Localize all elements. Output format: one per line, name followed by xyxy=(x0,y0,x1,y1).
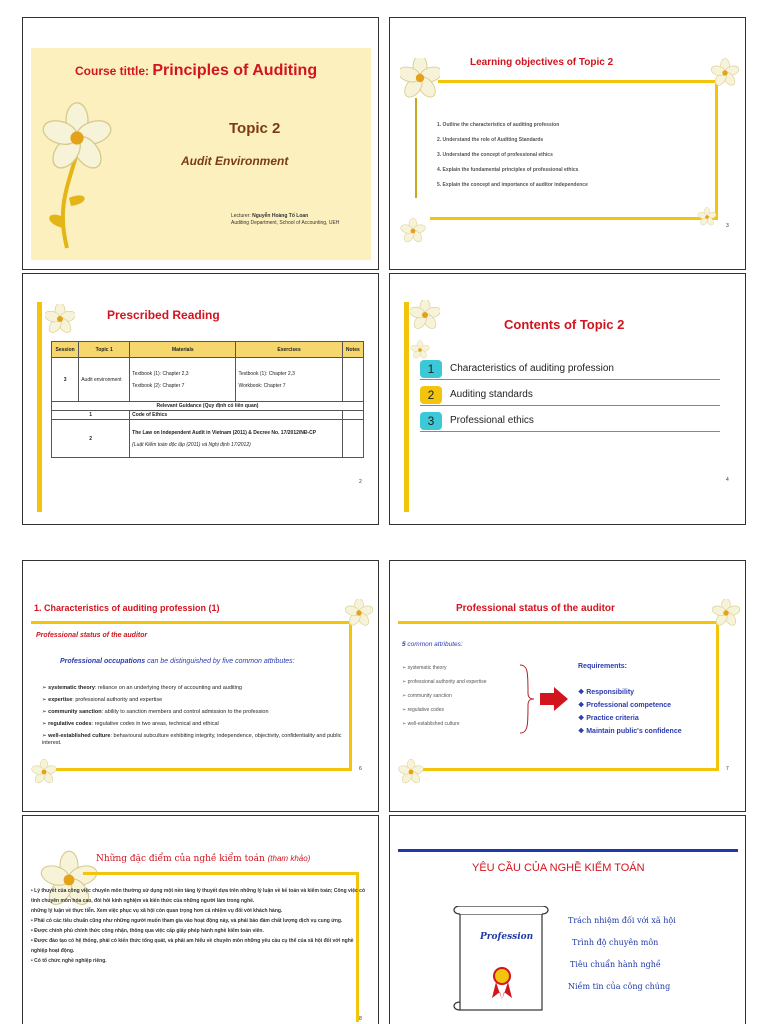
flower-icon xyxy=(410,340,430,360)
flower-icon xyxy=(712,599,740,627)
requirements-list xyxy=(568,916,676,1004)
list-item: ❖ Responsibility xyxy=(578,689,635,696)
list-item: ➢ regulative codes: regulative codes in two areas, technical and ethical xyxy=(42,721,219,727)
list-item: • Được chính phủ chính thức công nhận, thông qua việc cấp giấy phép hành nghề kiểm toán viên. xyxy=(31,928,264,934)
list-item: ➢ community sanction xyxy=(402,693,452,699)
topic-subtitle: Audit Environment xyxy=(181,154,289,168)
frame-top xyxy=(438,80,718,83)
list-item: ➢ well-established culture: behavioural subculture exhibiting integrity, independence, objectivity, confidentiality and public interest. xyxy=(42,733,342,746)
list-item: 5. Explain the concept and importance of auditor independence xyxy=(437,182,588,188)
slide-title: Prescribed Reading xyxy=(107,308,220,322)
flower-icon xyxy=(400,218,426,244)
table-row: Relevant Guidance (Quy định có liên quan) xyxy=(52,402,364,411)
frame-bottom xyxy=(410,768,719,771)
list-item: ➢ systematic theory: reliance on an underlying theory of accounting and auditing xyxy=(42,685,242,691)
topic-title: Topic 2 xyxy=(229,120,281,137)
flower-icon xyxy=(410,300,440,330)
requirements-title: Requirements: xyxy=(578,663,628,670)
slide-title: YÊU CẦU CỦA NGHỀ KIỂM TOÁN xyxy=(472,862,645,874)
table-row: 1 Code of Ethics xyxy=(52,411,364,420)
page-number: 3 xyxy=(726,223,729,229)
table-header: Notes xyxy=(342,342,363,358)
scroll-icon xyxy=(450,906,556,1016)
list-item: ➢ community sanction: ability to sanction members and control admission to the profession xyxy=(42,709,269,715)
page-number: 2 xyxy=(359,479,362,485)
frame-right xyxy=(715,80,718,220)
list-item: ➢ expertise: professional authority and expertise xyxy=(42,697,163,703)
list-item: Trách nhiệm đối với xã hội xyxy=(568,916,676,925)
reading-table xyxy=(51,341,364,458)
page-number: 8 xyxy=(359,1016,362,1022)
slide-title: Professional status of the auditor xyxy=(456,603,615,614)
slide-subtitle: Professional status of the auditor xyxy=(36,632,148,639)
page-number: 6 xyxy=(359,766,362,772)
slide-4 xyxy=(389,273,746,525)
slide-title: Contents of Topic 2 xyxy=(504,317,625,332)
list-item: ➢ regulative codes xyxy=(402,707,444,713)
list-item: ❖ Professional competence xyxy=(578,702,672,709)
lecturer-info: Lecturer: Nguyễn Hoàng Tố Loan Auditing Department, School of Accounting, UEH xyxy=(231,213,340,226)
slide-3 xyxy=(22,273,379,525)
flower-icon xyxy=(45,304,75,334)
table-header: Materials xyxy=(130,342,236,358)
list-item: ❖ Practice criteria xyxy=(578,715,639,722)
list-item: 1 Characteristics of auditing profession xyxy=(420,360,720,380)
list-item: 3. Understand the concept of professional ethics xyxy=(437,152,553,158)
frame-left xyxy=(37,302,42,512)
page-number: 7 xyxy=(726,766,729,772)
frame-top xyxy=(31,621,351,624)
frame-left xyxy=(404,302,409,512)
course-title: Course tittle: Principles of Auditing xyxy=(75,62,318,79)
flower-icon xyxy=(345,599,373,627)
slide-2 xyxy=(389,17,746,270)
list-item: 2 Auditing standards xyxy=(420,386,720,406)
list-item: 4. Explain the fundamental principles of professional ethics xyxy=(437,167,579,173)
number-badge: 1 xyxy=(420,360,442,378)
slide-8 xyxy=(389,815,746,1024)
list-item: 2. Understand the role of Auditing Standards xyxy=(437,137,544,143)
list-item: • Lý thuyết của công việc chuyên môn thường sử dụng một nền tảng lý thuyết dựa trên những lý luận về kế toán và kiểm toán; Công việc có tính chuyên môn hóa cao, đòi hỏi kinh nghiệm và kiến thức của những người làm trong nghề. xyxy=(31,888,366,904)
flower-icon xyxy=(710,58,740,88)
flower-icon xyxy=(696,206,718,228)
list-item: những lý luận về thực tiễn. Xem việc phục vụ xã hội còn quan trọng hơn cả nhiệm vụ đối với khách hàng. xyxy=(31,908,283,914)
frame-bottom xyxy=(430,217,718,220)
table-header: Session xyxy=(52,342,79,358)
brace-arrow-icon xyxy=(518,663,574,735)
slide-subtitle: 5 common attributes: xyxy=(402,641,463,648)
slide-title: Learning objectives of Topic 2 xyxy=(470,57,614,68)
flower-icon xyxy=(400,58,440,98)
frame-right xyxy=(716,621,719,771)
list-item: ❖ Maintain public's confidence xyxy=(578,728,682,735)
frame-top xyxy=(398,621,718,624)
list-item: Niềm tin của công chúng xyxy=(568,982,671,991)
frame-bottom xyxy=(43,768,352,771)
table-header: Exercises xyxy=(236,342,342,358)
slide-1 xyxy=(22,17,379,270)
slide-7 xyxy=(22,815,379,1024)
attributes-list xyxy=(42,685,362,752)
flower-icon xyxy=(398,759,424,785)
objectives-list xyxy=(437,122,588,197)
title-bar xyxy=(398,849,738,852)
list-item: Trình độ chuyên môn xyxy=(572,938,659,947)
table-row: 2 The Law on Independent Audit in Vietnam (2011) & Decree No. 17/2012/NĐ-CP (Luật Kiểm toán độc lập (2011) và Nghị định 17/2012) xyxy=(52,420,364,458)
requirements-list xyxy=(578,688,682,740)
list-item: • Được đào tạo có hệ thống, phải có kiến thức tổng quát, và phải am hiểu về chuyên môn những yêu cầu cụ thể của xã hội đối với nghề nghiệp hoạt động. xyxy=(31,938,354,954)
intro-text: Professional occupations can be distinguished by five common attributes: xyxy=(60,658,295,665)
page-number: 4 xyxy=(726,477,729,483)
list-item: 1. Outline the characteristics of auditing profession xyxy=(437,122,560,128)
slide-title: 1. Characteristics of auditing profession (1) xyxy=(34,603,220,613)
number-badge: 3 xyxy=(420,412,442,430)
list-item: • Có tổ chức nghề nghiệp riêng. xyxy=(31,958,107,964)
number-badge: 2 xyxy=(420,386,442,404)
list-item: ➢ professional authority and expertise xyxy=(402,679,487,685)
table-header: Topic 1 xyxy=(79,342,130,358)
table-row: 3 Audit environment Textbook (1): Chapter 2,3 Textbook (2): Chapter 7 Textbook (1): Chapter 2,3 Workbook: Chapter 7 xyxy=(52,358,364,402)
list-item: ➢ systematic theory xyxy=(402,665,447,671)
stem xyxy=(415,98,417,198)
list-item: • Phải có các tiêu chuẩn cũng như những người muốn tham gia vào hoạt động này, và phải bảo đảm chất lượng dịch vụ cung ứng. xyxy=(31,918,343,924)
list-item: ➢ well-established culture xyxy=(402,721,460,727)
list-item: Tiêu chuẩn hành nghề xyxy=(570,960,661,969)
flower-icon xyxy=(31,759,57,785)
flower-stem-icon xyxy=(37,98,117,258)
characteristics-list xyxy=(31,886,369,966)
frame-top xyxy=(83,872,358,875)
scroll-label: Profession xyxy=(480,932,534,942)
slide-6 xyxy=(389,560,746,812)
slide-5 xyxy=(22,560,379,812)
attributes-list xyxy=(402,665,487,735)
slide-title: Những đặc điểm của nghề kiểm toán (tham khảo) xyxy=(96,854,311,864)
list-item: 3 Professional ethics xyxy=(420,412,720,432)
